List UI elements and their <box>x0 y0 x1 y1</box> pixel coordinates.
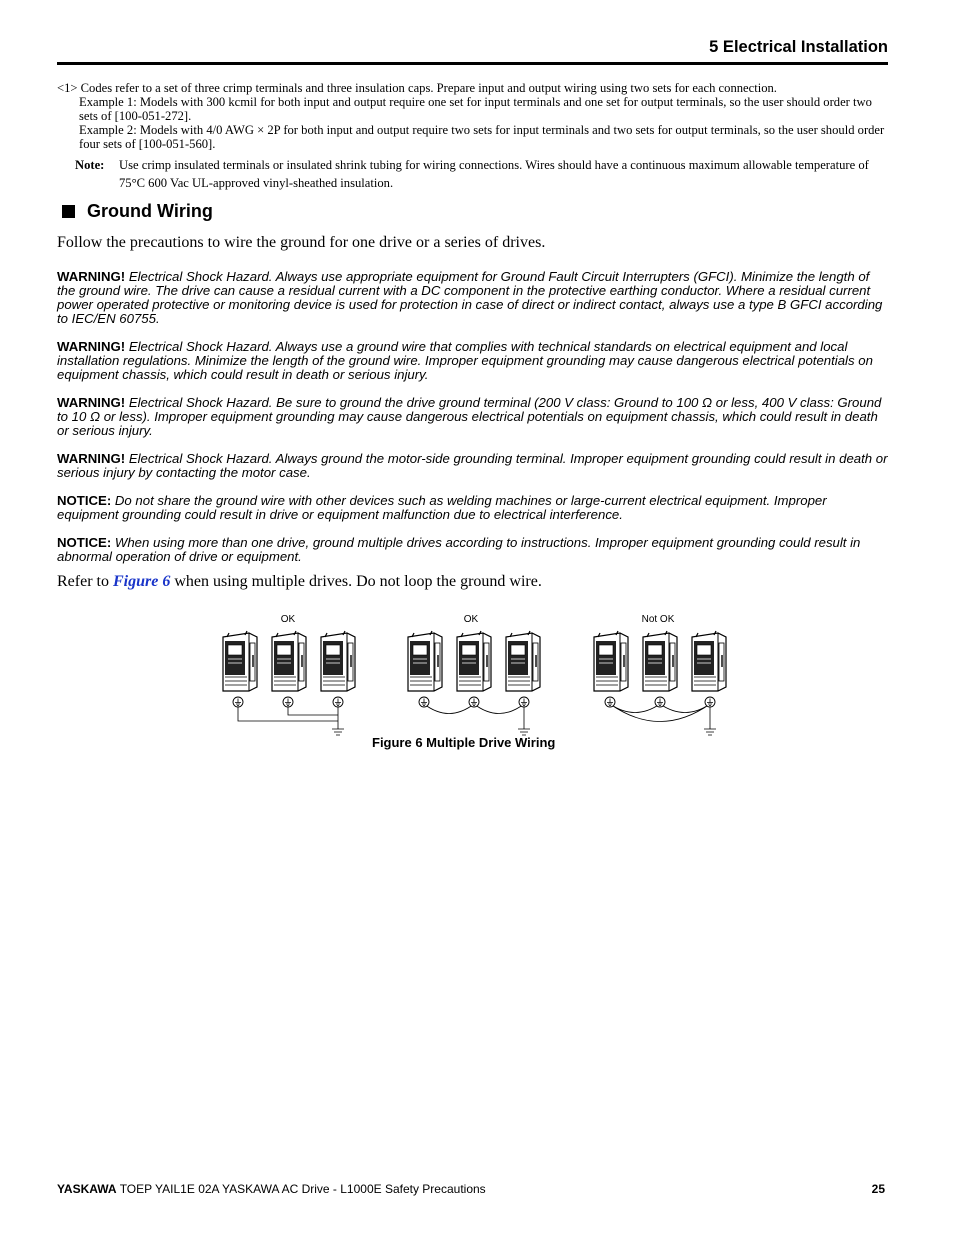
ground-terminal-icon <box>605 697 615 707</box>
intro-paragraph: Follow the precautions to wire the ground for one drive or a series of drives. <box>57 234 546 251</box>
group-3-label: Not OK <box>641 614 675 625</box>
warning-2 <box>57 340 889 382</box>
notice-text: When using more than one drive, ground multiple drives according to instructions. Improper equipment grounding could result in abnormal operation of drive or equipment. <box>57 535 861 564</box>
figure-6-link[interactable]: Figure 6 <box>112 573 171 590</box>
drive-unit-icon <box>506 631 540 691</box>
drive-unit-icon <box>692 631 726 691</box>
drive-group-not-ok-loop <box>594 631 726 735</box>
drive-unit-icon <box>408 631 442 691</box>
drive-group-ok-chain <box>408 631 540 735</box>
section-heading <box>62 201 213 222</box>
page-header <box>57 36 888 65</box>
ground-terminal-icon <box>283 697 293 707</box>
ground-terminal-icon <box>705 697 715 707</box>
warning-label: WARNING! <box>57 395 126 410</box>
footnote-example-2: Example 2: Models with 4/0 AWG × 2P for both input and output require two sets for input terminals and two sets for output terminals, so the user should order four sets of [100-051-560]. <box>79 123 885 151</box>
warning-4 <box>57 452 889 480</box>
note-label: Note: <box>75 158 105 172</box>
footnote <box>57 81 887 151</box>
chapter-title: 5 Electrical Installation <box>709 38 888 56</box>
warning-text: Electrical Shock Hazard. Always use a ground wire that complies with technical standards on electrical equipment and local installation regulations. Minimize the length of the ground wire. Improper equipment grounding may cause dangerous electrical potentials on equipment chassis, which could result in death or serious injury. <box>57 339 873 382</box>
group-2-label: OK <box>463 614 479 625</box>
note <box>75 156 887 192</box>
footnote-example-1: Example 1: Models with 300 kcmil for both input and output require one set for input terminals and one set for output terminals, so the user should order two sets of [100-051-272]. <box>79 95 872 123</box>
notice-2 <box>57 536 889 564</box>
footer-text: TOEP YAIL1E 02A YASKAWA AC Drive - L1000E Safety Precautions <box>116 1182 486 1196</box>
figure-reference-paragraph <box>57 573 542 591</box>
refer-text-before: Refer to <box>57 573 113 590</box>
page-footer <box>57 1182 885 1196</box>
drive-unit-icon <box>594 631 628 691</box>
notice-1 <box>57 494 889 522</box>
multiple-drive-wiring-figure <box>200 605 760 740</box>
note-text: Use crimp insulated terminals or insulated shrink tubing for wiring connections. Wires should have a continuous maximum allowable temperature of 75°C 600 Vac UL-approved vinyl-sheathed insulation. <box>119 158 869 190</box>
notice-text: Do not share the ground wire with other devices such as welding machines or large-current electrical equipment. Improper equipment grounding could result in drive or equipment malfunction due to electrical interference. <box>57 493 827 522</box>
ground-terminal-icon <box>233 697 243 707</box>
group-1-label: OK <box>280 614 296 625</box>
drive-unit-icon <box>272 631 306 691</box>
warning-1 <box>57 270 889 326</box>
ground-terminal-icon <box>519 697 529 707</box>
ground-terminal-icon <box>655 697 665 707</box>
section-title: Ground Wiring <box>87 201 213 221</box>
drive-unit-icon <box>321 631 355 691</box>
ground-terminal-icon <box>419 697 429 707</box>
notice-label: NOTICE: <box>57 535 112 550</box>
figure-caption: Figure 6 Multiple Drive Wiring <box>372 735 556 750</box>
drive-unit-icon <box>223 631 257 691</box>
notice-label: NOTICE: <box>57 493 112 508</box>
warning-label: WARNING! <box>57 269 126 284</box>
drive-unit-icon <box>643 631 677 691</box>
ground-terminal-icon <box>469 697 479 707</box>
warning-text: Electrical Shock Hazard. Be sure to ground the drive ground terminal (200 V class: Ground to 100 Ω or less, 400 V class: Ground to 10 Ω or less). Improper equipment grounding may cause dangerous electrical potentials on equipment chassis, which could result in death or serious injury. <box>57 395 882 438</box>
footnote-line: <1> Codes refer to a set of three crimp terminals and three insulation caps. Prepare input and output wiring using two sets for each connection. <box>57 81 777 95</box>
warning-label: WARNING! <box>57 339 126 354</box>
footer-brand: YASKAWA <box>57 1182 117 1196</box>
warning-label: WARNING! <box>57 451 126 466</box>
refer-text-after: when using multiple drives. Do not loop the ground wire. <box>170 573 542 590</box>
warning-text: Electrical Shock Hazard. Always use appropriate equipment for Ground Fault Circuit Interrupters (GFCI). Minimize the length of the ground wire. The drive can cause a residual current with a DC component in the protective earthing conductor. Where a residual current power operated protective or monitoring device is used for protection in case of direct or indirect contact, always use a type B GFCI according to IEC/EN 60755. <box>57 269 883 326</box>
warning-text: Electrical Shock Hazard. Always ground the motor-side grounding terminal. Improper equipment grounding could result in death or serious injury by contacting the motor case. <box>57 451 888 480</box>
drive-unit-icon <box>457 631 491 691</box>
warning-3 <box>57 396 889 438</box>
ground-terminal-icon <box>333 697 343 707</box>
page-number: 25 <box>871 1182 885 1196</box>
drive-group-ok-star <box>223 631 355 735</box>
square-bullet-icon <box>62 205 75 218</box>
